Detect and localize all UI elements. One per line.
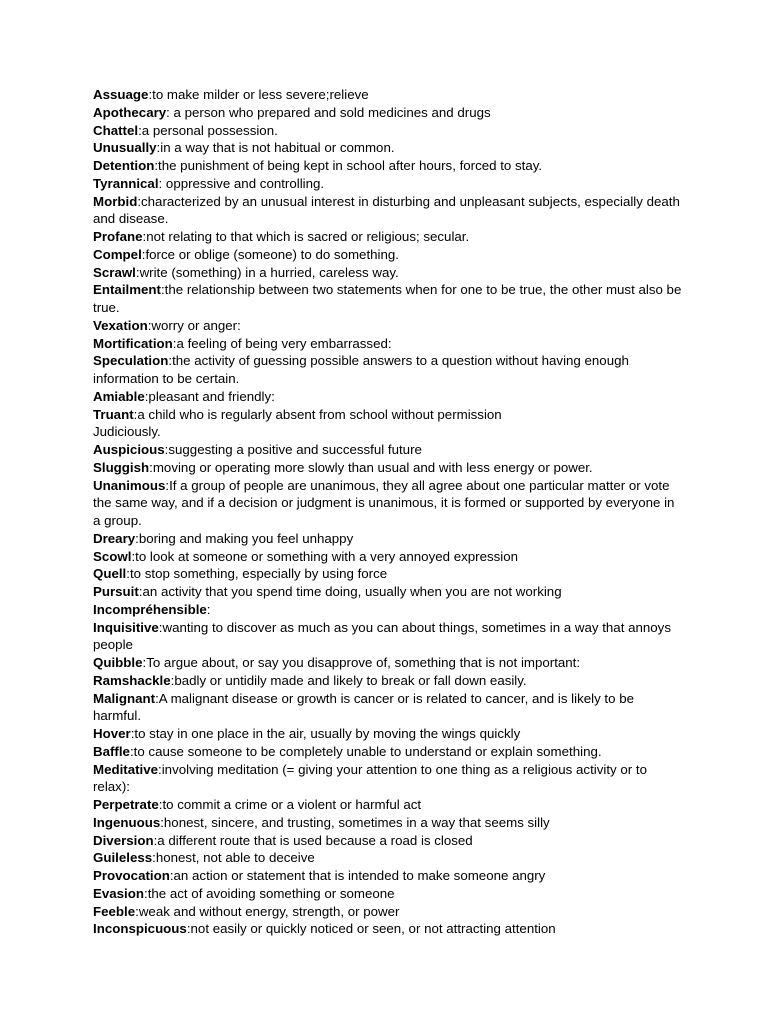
vocab-term: Hover [93,726,131,741]
vocab-term: Tyrannical [93,175,159,191]
vocab-entry [93,814,683,832]
vocab-term: Unanimous [93,477,166,493]
vocab-definition: : [206,601,211,617]
vocab-definition: :A malignant disease or growth is cancer or is related to cancer, and is likely to be harmful. [93,690,634,724]
vocab-term: Assuage [93,87,149,102]
vocab-definition: :the activity of guessing possible answers to a question without having enough information to be certain. [93,353,629,386]
vocab-definition: :weak and without energy, strength, or power [135,903,400,919]
vocab-definition: :the act of avoiding something or someone [144,885,395,901]
vocab-definition: :a different route that is used because a road is closed [153,832,473,848]
vocab-term: Diversion [93,832,154,848]
vocab-definition: : a person who prepared and sold medicines and drugs [166,104,491,120]
vocab-term: Sluggish [93,459,150,475]
vocab-definition: :an activity that you spend time doing, usually when you are not working [138,584,562,599]
vocab-term: Apothecary [93,104,167,120]
vocab-entry [93,920,683,938]
vocab-term: Vexation [93,317,148,333]
vocab-definition: :an action or statement that is intended to make someone angry [169,868,546,883]
vocab-definition: :a feeling of being very embarrassed: [172,335,392,351]
vocab-term: Speculation [93,353,169,369]
vocab-entry [93,548,683,566]
vocab-term: Morbid [93,193,138,209]
vocab-entry [93,104,683,122]
vocab-entry [93,743,683,761]
vocab-entry [93,86,683,104]
vocab-term: Evasion [93,885,144,901]
vocab-definition: :badly or untidily made and likely to break or fall down easily. [170,672,527,688]
vocab-term: Baffle [93,743,130,759]
vocab-entry [93,246,683,264]
vocab-entry [93,601,683,619]
vocab-entry [93,139,683,157]
vocab-entry [93,423,683,441]
vocab-term: Amiable [93,388,145,404]
vocab-entry [93,867,683,885]
vocab-term: Incompréhensible [93,601,207,617]
vocab-term: Malignant [93,690,156,706]
vocab-term: Entailment [93,282,161,298]
vocab-entry [93,565,683,583]
vocab-definition: :to cause someone to be completely unable to understand or explain something. [129,743,602,759]
vocab-entry [93,903,683,921]
vocab-term: Truant [93,406,134,422]
vocab-definition: :in a way that is not habitual or common. [156,140,395,156]
vocab-term: Inconspicuous [93,921,187,937]
vocab-term: Quell [93,566,127,582]
vocab-term: Scrawl [93,264,136,280]
vocab-entry [93,725,683,743]
vocab-entry [93,530,683,548]
vocab-term: Auspicious [93,442,165,457]
vocab-entry [93,388,683,406]
vocab-entry [93,690,683,726]
vocab-definition: :to look at someone or something with a very annoyed expression [131,548,519,564]
vocab-term: Inquisitive [93,619,159,635]
vocab-definition: :to stay in one place in the air, usually by moving the wings quickly [130,726,521,741]
vocab-definition: :involving meditation (= giving your attention to one thing as a religious activity or to relax): [93,761,647,795]
vocab-term: Unusually [93,140,157,156]
vocab-term: Profane [93,229,143,244]
vocab-definition: :the punishment of being kept in school after hours, forced to stay. [154,158,543,173]
vocab-definition: :honest, sincere, and trusting, sometimes in a way that seems silly [160,814,550,830]
vocab-term: Dreary [93,530,136,546]
vocab-term: Chattel [93,122,139,138]
vocab-definition: :a personal possession. [138,122,278,138]
vocab-term: Quibble [93,655,143,670]
vocab-term: Guileless [93,850,153,866]
vocab-entry [93,654,683,672]
vocab-definition: :not easily or quickly noticed or seen, or not attracting attention [186,921,556,937]
vocab-definition: :pleasant and friendly: [144,388,275,404]
vocab-entry [93,761,683,797]
vocab-entry [93,335,683,353]
vocab-entry [93,885,683,903]
vocab-term: Ingenuous [93,814,161,830]
vocab-entry [93,619,683,655]
vocab-entry [93,281,683,317]
vocab-definition: :suggesting a positive and successful future [164,442,422,457]
vocab-entry [93,459,683,477]
vocab-definition: : oppressive and controlling. [158,175,325,191]
vocab-term: Scowl [93,548,132,564]
vocab-entry [93,157,683,175]
vocab-entry [93,228,683,246]
vocabulary-list [93,86,683,938]
vocab-entry [93,832,683,850]
vocab-definition: :characterized by an unusual interest in disturbing and unpleasant subjects, especially death and disease. [93,193,680,227]
vocab-entry [93,672,683,690]
vocab-entry [93,317,683,335]
vocab-definition: :If a group of people are unanimous, they all agree about one particular matter or vote the same way, and if a decision or judgment is unanimous, it is formed or supported by everyone in a group. [93,477,675,528]
vocab-term: Ramshackle [93,672,171,688]
vocab-definition: :force or oblige (someone) to do something. [141,246,399,262]
vocab-term: Perpetrate [93,797,159,812]
vocab-term: Detention [93,158,155,173]
vocab-entry [93,352,683,388]
vocab-term: Compel [93,246,142,262]
vocab-entry [93,583,683,601]
vocab-term: Provocation [93,868,170,883]
vocab-term: Meditative [93,761,159,777]
vocab-definition: :worry or anger: [147,317,241,333]
vocab-definition: :moving or operating more slowly than usual and with less energy or power. [149,459,593,475]
vocab-definition: :not relating to that which is sacred or religious; secular. [142,229,470,244]
vocab-term: Mortification [93,335,173,351]
vocab-definition: :honest, not able to deceive [152,850,315,866]
vocab-definition: Judiciously. [93,424,161,440]
vocab-definition: :to commit a crime or a violent or harmful act [158,797,422,812]
vocab-entry [93,406,683,424]
vocab-definition: :the relationship between two statements when for one to be true, the other must also be true. [93,282,682,315]
vocab-entry [93,175,683,193]
vocab-entry [93,796,683,814]
vocab-definition: :to stop something, especially by using force [126,566,388,582]
vocab-entry [93,122,683,140]
vocab-definition: :write (something) in a hurried, careless way. [135,264,399,280]
vocab-term: Feeble [93,903,136,919]
vocab-entry [93,849,683,867]
vocab-definition: :a child who is regularly absent from school without permission [133,406,502,422]
vocab-definition: :To argue about, or say you disapprove of, something that is not important: [142,655,581,670]
vocab-definition: :boring and making you feel unhappy [135,530,354,546]
vocab-entry [93,264,683,282]
vocab-entry [93,441,683,459]
vocab-definition: :wanting to discover as much as you can about things, sometimes in a way that annoys people [93,619,671,653]
vocab-entry [93,193,683,229]
vocab-definition: :to make milder or less severe;relieve [148,87,369,102]
vocab-term: Pursuit [93,584,139,599]
vocab-entry [93,477,683,530]
